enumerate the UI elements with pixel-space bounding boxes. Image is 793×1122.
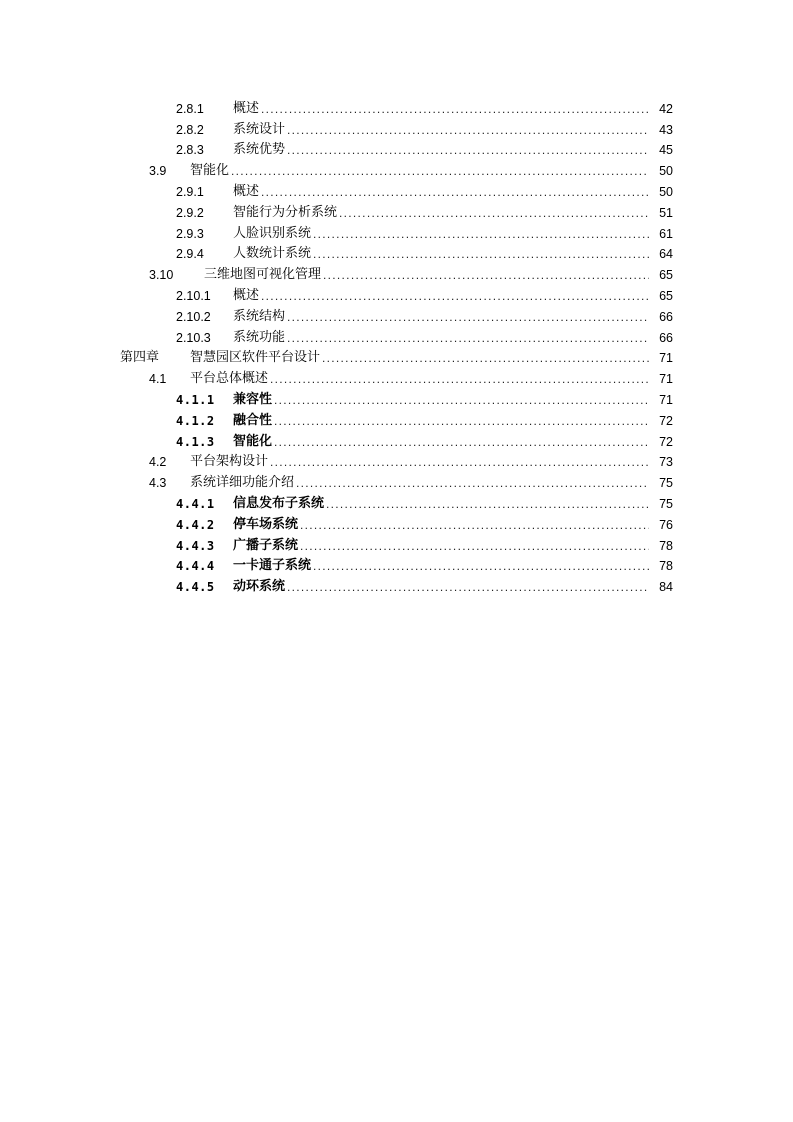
toc-entry-title: 系统设计 (233, 121, 286, 137)
toc-entry[interactable] (0, 408, 793, 429)
toc-leader-dots (287, 122, 649, 138)
toc-entry[interactable] (0, 429, 793, 450)
toc-entry-number: 4.4.4 (176, 559, 215, 574)
toc-entry[interactable] (0, 450, 793, 471)
toc-leader-dots (323, 267, 649, 283)
toc-leader-dots (313, 226, 649, 242)
toc-leader-dots (287, 309, 649, 325)
toc-entry-page: 42 (659, 101, 673, 116)
toc-entry-page: 43 (659, 122, 673, 137)
toc-entry[interactable] (0, 554, 793, 575)
toc-entry-number: 4.4.5 (176, 580, 215, 595)
toc-entry-title: 系统优势 (233, 142, 286, 158)
toc-leader-dots (326, 496, 649, 512)
toc-leader-dots (261, 101, 649, 117)
toc-leader-dots (261, 184, 649, 200)
toc-entry-number: 4.1 (149, 372, 167, 387)
toc-entry[interactable] (0, 533, 793, 554)
toc-entry-page: 78 (659, 559, 673, 574)
toc-leader-dots (287, 142, 649, 158)
toc-entry-page: 65 (659, 288, 673, 303)
toc-entry-page: 61 (659, 226, 673, 241)
toc-entry-number: 2.8.1 (176, 101, 204, 116)
toc-leader-dots (274, 392, 649, 408)
toc-entry-number: 2.8.3 (176, 143, 204, 158)
toc-entry-number: 3.9 (149, 164, 167, 179)
toc-entry-page: 73 (659, 455, 673, 470)
toc-entry-title: 三维地图可视化管理 (204, 267, 322, 283)
toc-entry-page: 64 (659, 247, 673, 262)
toc-entry[interactable] (0, 491, 793, 512)
toc-entry-number: 2.9.1 (176, 184, 204, 199)
toc-entry-number: 4.4.1 (176, 496, 215, 511)
toc-leader-dots (274, 413, 649, 429)
toc-leader-dots (296, 475, 649, 491)
toc-entry[interactable] (0, 387, 793, 408)
toc-entry[interactable] (0, 96, 793, 117)
toc-entry-title: 兼容性 (233, 391, 273, 407)
toc-entry-title: 动环系统 (233, 579, 286, 595)
toc-entry-title: 广播子系统 (233, 537, 299, 553)
toc-entry[interactable] (0, 512, 793, 533)
toc-entry[interactable] (0, 304, 793, 325)
toc-entry-title: 智能化 (190, 163, 230, 179)
toc-entry-title: 停车场系统 (233, 516, 299, 532)
toc-entry[interactable] (0, 325, 793, 346)
toc-entry-page: 51 (659, 205, 673, 220)
toc-entry-number: 4.1.3 (176, 434, 215, 449)
toc-leader-dots (231, 163, 649, 179)
toc-leader-dots (274, 434, 649, 450)
toc-entry[interactable] (0, 470, 793, 491)
toc-entry-title: 平台架构设计 (190, 454, 269, 470)
toc-entry[interactable] (0, 283, 793, 304)
toc-entry-page: 78 (659, 538, 673, 553)
toc-leader-dots (287, 579, 649, 595)
toc-entry-number: 3.10 (149, 268, 174, 283)
toc-entry-title: 概述 (233, 183, 260, 199)
toc-leader-dots (261, 288, 649, 304)
toc-entry-page: 71 (659, 392, 673, 407)
toc-entry-page: 76 (659, 517, 673, 532)
toc-entry-number: 4.4.3 (176, 538, 215, 553)
toc-entry-page: 66 (659, 330, 673, 345)
toc-entry[interactable] (0, 117, 793, 138)
toc-entry-title: 融合性 (233, 412, 273, 428)
toc-entry-page: 75 (659, 496, 673, 511)
toc-entry-page: 72 (659, 413, 673, 428)
toc-leader-dots (322, 350, 649, 366)
toc-entry-title: 概述 (233, 100, 260, 116)
toc-entry-title: 平台总体概述 (190, 371, 269, 387)
toc-entry-number: 2.9.4 (176, 247, 204, 262)
toc-entry-page: 84 (659, 580, 673, 595)
toc-entry-title: 智慧园区软件平台设计 (190, 350, 321, 366)
toc-entry-page: 72 (659, 434, 673, 449)
toc-entry-page: 65 (659, 268, 673, 283)
toc-entry[interactable] (0, 262, 793, 283)
toc-entry-number: 2.8.2 (176, 122, 204, 137)
toc-entry-number: 4.1.2 (176, 413, 215, 428)
toc-entry-number: 2.10.3 (176, 330, 211, 345)
toc-leader-dots (287, 330, 649, 346)
toc-entry-number: 4.1.1 (176, 392, 215, 407)
toc-entry-page: 71 (659, 372, 673, 387)
toc-entry-title: 人脸识别系统 (233, 225, 312, 241)
toc-entry-title: 概述 (233, 287, 260, 303)
toc-leader-dots (270, 454, 649, 470)
toc-entry[interactable] (0, 366, 793, 387)
toc-entry-page: 75 (659, 476, 673, 491)
toc-entry-number: 2.10.2 (176, 309, 211, 324)
toc-leader-dots (300, 517, 649, 533)
toc-entry[interactable] (0, 158, 793, 179)
toc-entry-page: 45 (659, 143, 673, 158)
toc-entry-title: 一卡通子系统 (233, 558, 312, 574)
toc-entry[interactable] (0, 179, 793, 200)
toc-entry-title: 智能化 (233, 433, 273, 449)
toc-leader-dots (270, 371, 649, 387)
toc-entry-title: 人数统计系统 (233, 246, 312, 262)
toc-entry-chapter[interactable] (0, 346, 793, 367)
toc-entry-number: 2.9.3 (176, 226, 204, 241)
toc-entry-title: 系统详细功能介绍 (190, 475, 295, 491)
toc-entry-number: 4.3 (149, 476, 167, 491)
toc-entry-number: 2.10.1 (176, 288, 211, 303)
toc-entry-page: 66 (659, 309, 673, 324)
toc-entry-title: 系统功能 (233, 329, 286, 345)
toc-entry-title: 信息发布子系统 (233, 495, 325, 511)
toc-leader-dots (339, 205, 649, 221)
toc-entry-number: 4.2 (149, 455, 167, 470)
toc-entry[interactable] (0, 200, 793, 221)
toc-leader-dots (313, 558, 649, 574)
toc-entry-title: 系统结构 (233, 308, 286, 324)
toc-entry[interactable] (0, 242, 793, 263)
toc-entry-number: 2.9.2 (176, 205, 204, 220)
toc-entry-number: 4.4.2 (176, 517, 215, 532)
toc-leader-dots (300, 538, 649, 554)
toc-entry[interactable] (0, 574, 793, 595)
toc-leader-dots (313, 246, 649, 262)
toc-entry-page: 50 (659, 184, 673, 199)
toc-entry-page: 71 (659, 351, 673, 366)
toc-entry[interactable] (0, 221, 793, 242)
toc-entry[interactable] (0, 138, 793, 159)
toc-entry-title: 智能行为分析系统 (233, 204, 338, 220)
table-of-contents (0, 96, 793, 595)
toc-entry-page: 50 (659, 164, 673, 179)
toc-entry-number: 第四章 (120, 350, 160, 366)
